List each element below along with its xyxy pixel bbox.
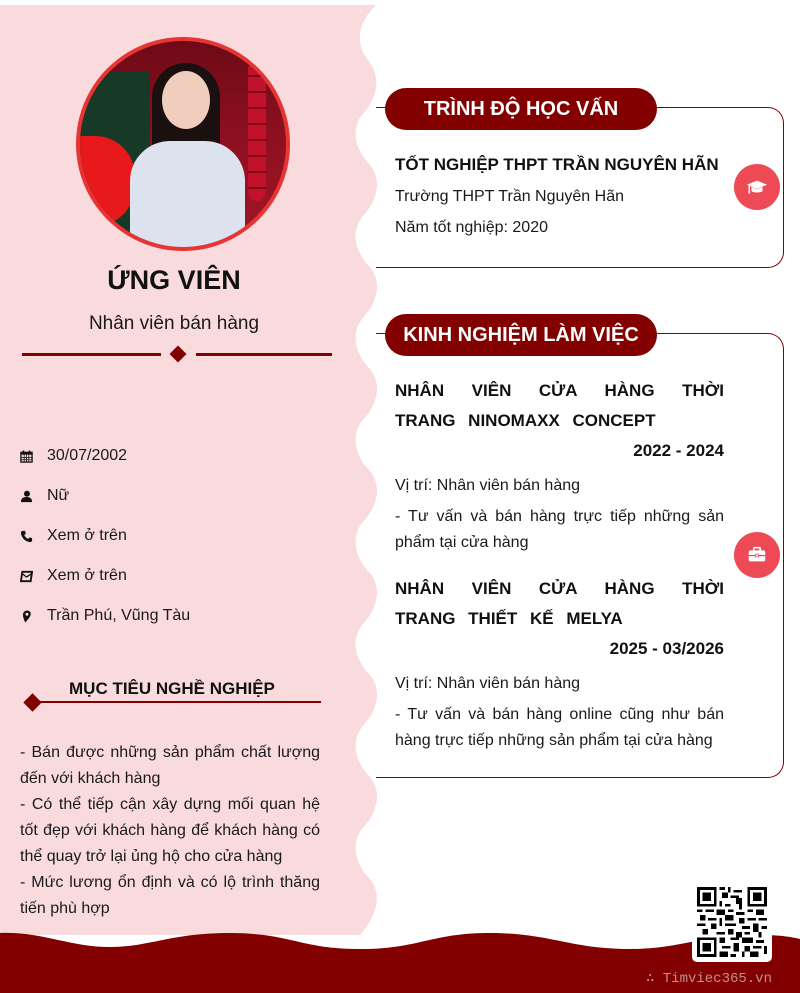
- contact-address: [20, 596, 340, 636]
- job-position: Vị trí: Nhân viên bán hàng: [395, 477, 581, 494]
- photo-subject: [162, 71, 210, 129]
- calendar-icon: [20, 450, 47, 463]
- divider-line: [22, 353, 161, 356]
- candidate-name: ỨNG VIÊN: [107, 265, 241, 295]
- photo-decoration: [248, 61, 266, 201]
- education-school: Trường THPT Trần Nguyên Hãn: [395, 188, 624, 205]
- qr-code-icon: [697, 887, 767, 957]
- contact-value: Xem ở trên: [47, 567, 127, 584]
- map-marker-icon: [20, 610, 47, 623]
- objective-line: - Bán được những sản phẩm chất lượng đến với khách hàng: [20, 744, 320, 787]
- user-icon: [20, 490, 47, 503]
- phone-icon: [20, 530, 47, 543]
- contact-value: Xem ở trên: [47, 527, 127, 544]
- contact-info-list: [20, 436, 340, 636]
- briefcase-icon: [734, 532, 780, 578]
- contact-birthday: [20, 436, 340, 476]
- education-year: Năm tốt nghiệp: 2020: [395, 219, 548, 236]
- education-heading: TRÌNH ĐỘ HỌC VẤN: [385, 88, 657, 130]
- graduation-cap-icon: [734, 164, 780, 210]
- job-description: - Tư vấn và bán hàng trực tiếp những sản phẩm tại cửa hàng: [395, 508, 724, 551]
- contact-gender: [20, 476, 340, 516]
- divider-line: [36, 701, 321, 703]
- qr-code[interactable]: [692, 882, 772, 962]
- experience-heading: KINH NGHIỆM LÀM VIỆC: [385, 314, 657, 356]
- job-company: NHÂN VIÊN CỬA HÀNG THỜI TRANG THIẾT KẾ MELYA: [395, 579, 724, 628]
- objective-heading: MỤC TIÊU NGHỀ NGHIỆP: [69, 679, 275, 698]
- job-description: - Tư vấn và bán hàng online cũng như bán hàng trực tiếp những sản phẩm tại cửa hàng: [395, 706, 724, 749]
- objective-line: - Mức lương ổn định và có lộ trình thăng tiến phù hợp: [20, 874, 320, 917]
- job-period: 2025 - 03/2026: [609, 639, 724, 658]
- candidate-job-title: Nhân viên bán hàng: [88, 313, 260, 334]
- photo-subject: [130, 141, 245, 251]
- contact-value: 30/07/2002: [47, 447, 128, 464]
- job-period: 2022 - 2024: [633, 441, 724, 460]
- objective-line: - Có thể tiếp cận xây dựng mối quan hệ tốt đẹp với khách hàng để khách hàng có thể quay trở lại ủng hộ cho cửa hàng: [20, 796, 320, 865]
- brand-watermark: ∴ Timviec365.vn: [645, 971, 772, 987]
- contact-value: Trần Phú, Vũng Tàu: [47, 607, 191, 624]
- job-company: NHÂN VIÊN CỬA HÀNG THỜI TRANG NINOMAXX CONCEPT: [395, 381, 724, 430]
- objective-text: [20, 740, 320, 922]
- education-degree: TỐT NGHIỆP THPT TRẦN NGUYÊN HÃN: [395, 155, 719, 174]
- contact-email: [20, 556, 340, 596]
- divider-line: [196, 353, 332, 356]
- contact-value: Nữ: [47, 487, 70, 504]
- envelope-icon: [20, 570, 47, 583]
- job-position: Vị trí: Nhân viên bán hàng: [395, 675, 581, 692]
- avatar: [76, 37, 290, 251]
- experience-item: [395, 574, 724, 754]
- contact-phone: [20, 516, 340, 556]
- experience-item: [395, 376, 724, 556]
